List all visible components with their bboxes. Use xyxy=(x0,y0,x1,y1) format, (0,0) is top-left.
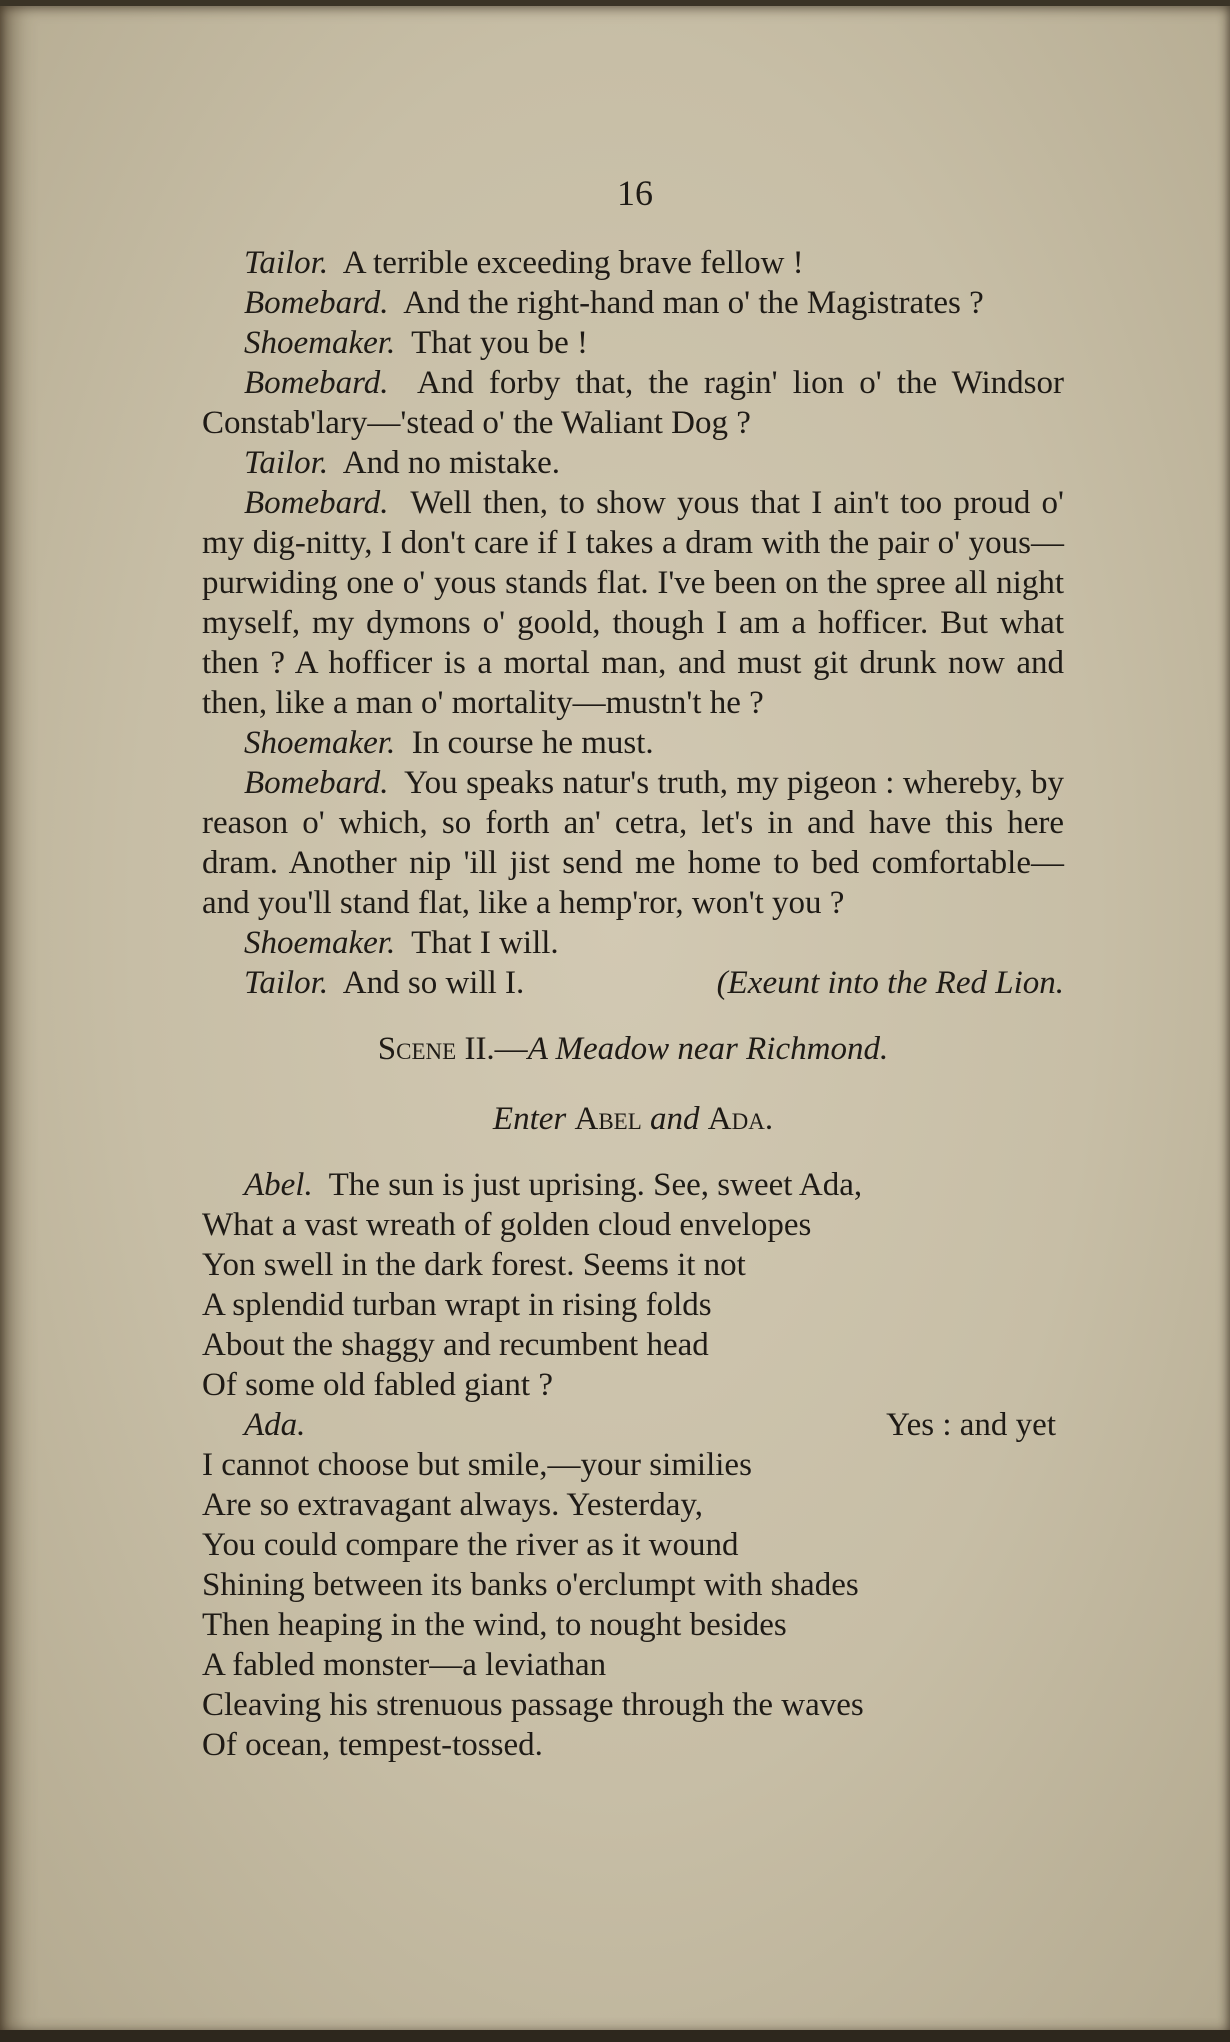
scene-heading xyxy=(202,1029,1064,1069)
speaker-name: Ada. xyxy=(244,1407,306,1443)
speech-text: And so will I. xyxy=(342,965,525,1001)
speaker-name: Tailor. xyxy=(244,445,329,481)
verse-text: Yes : and yet xyxy=(886,1407,1056,1443)
speech xyxy=(202,923,1064,963)
speech-text: That you be ! xyxy=(411,325,588,361)
enter-word: Enter xyxy=(492,1101,567,1137)
and-word: and xyxy=(650,1101,700,1137)
speech xyxy=(202,483,1064,723)
character-abel: Abel xyxy=(574,1101,642,1137)
verse-line: What a vast wreath of golden cloud envelopes xyxy=(202,1207,812,1243)
page-top-edge xyxy=(0,0,1230,6)
verse-line: A fabled monster—a leviathan xyxy=(202,1647,607,1683)
verse-line: I cannot choose but smile,—your similies xyxy=(202,1447,752,1483)
speech-text: Well then, to show yous that I ain't too proud o' my dig-nitty, I don't care if I takes a dram with the pair o' yous—purwiding one o' yous stands flat. I've been on the spree all night myself, my dymons o' goold, though I am a hofficer. But what then ? A hofficer is a mortal man, and must git drunk now and then, like a man o' mortality—mustn't he ? xyxy=(202,485,1064,721)
speaker-name: Shoemaker. xyxy=(244,725,396,761)
speech-text: And forby that, the ragin' lion o' the Windsor Constab'lary—'stead o' the Waliant Dog ? xyxy=(202,365,1064,441)
verse-line: Of some old fabled giant ? xyxy=(202,1367,553,1403)
verse-line: Yon swell in the dark forest. Seems it not xyxy=(202,1247,746,1283)
verse-line xyxy=(202,1165,1064,1205)
speech xyxy=(202,363,1064,443)
speaker-name: Shoemaker. xyxy=(244,325,396,361)
speech-text: And no mistake. xyxy=(342,445,561,481)
scene-number: II.— xyxy=(464,1031,528,1067)
speech xyxy=(202,243,1064,283)
verse-line: Then heaping in the wind, to nought besides xyxy=(202,1607,787,1643)
speaker-name: Bomebard. xyxy=(244,765,389,801)
speech xyxy=(202,443,1064,483)
page-number: 16 xyxy=(617,173,653,213)
scene-label: Scene xyxy=(377,1031,457,1067)
verse-line: Cleaving his strenuous passage through the waves xyxy=(202,1687,864,1723)
speech-text: And the right-hand man o' the Magistrates ? xyxy=(403,285,984,321)
scene-location: A Meadow near Richmond. xyxy=(527,1031,889,1067)
page-bottom-edge xyxy=(0,2030,1230,2042)
speaker-name: Tailor. xyxy=(244,245,329,281)
stage-direction: (Exeunt into the Red Lion. xyxy=(716,965,1064,1001)
speech-text: In course he must. xyxy=(411,725,654,761)
verse-line: Shining between its banks o'erclumpt with shades xyxy=(202,1567,859,1603)
character-ada: Ada. xyxy=(707,1101,774,1137)
speech-text: A terrible exceeding brave fellow ! xyxy=(342,245,804,281)
verse-line: About the shaggy and recumbent head xyxy=(202,1327,709,1363)
verse-block xyxy=(202,1165,1064,1765)
page-text xyxy=(202,243,1064,1765)
entrance-direction xyxy=(202,1099,1064,1139)
speaker-name: Bomebard. xyxy=(244,485,389,521)
speaker-name: Bomebard. xyxy=(244,365,389,401)
speech xyxy=(202,723,1064,763)
verse-line: Are so extravagant always. Yesterday, xyxy=(202,1487,703,1523)
speech-text: You speaks natur's truth, my pigeon : whereby, by reason o' which, so forth an' cetra, let's in and have this here dram. Another nip 'ill jist send me home to bed comfortable—and you'll stand flat, like a hemp'ror, won't you ? xyxy=(202,765,1064,921)
speech xyxy=(202,283,1064,323)
verse-line xyxy=(202,1405,1064,1445)
speech xyxy=(202,323,1064,363)
verse-text: The sun is just uprising. See, sweet Ada, xyxy=(328,1167,863,1203)
speech xyxy=(202,763,1064,923)
verse-line: Of ocean, tempest-tossed. xyxy=(202,1727,543,1763)
speaker-name: Abel. xyxy=(244,1167,313,1203)
verse-line: You could compare the river as it wound xyxy=(202,1527,739,1563)
speaker-name: Bomebard. xyxy=(244,285,389,321)
verse-line: A splendid turban wrapt in rising folds xyxy=(202,1287,712,1323)
speaker-name: Shoemaker. xyxy=(244,925,396,961)
speech-text: That I will. xyxy=(411,925,559,961)
speech xyxy=(202,963,1064,1003)
speaker-name: Tailor. xyxy=(244,965,329,1001)
